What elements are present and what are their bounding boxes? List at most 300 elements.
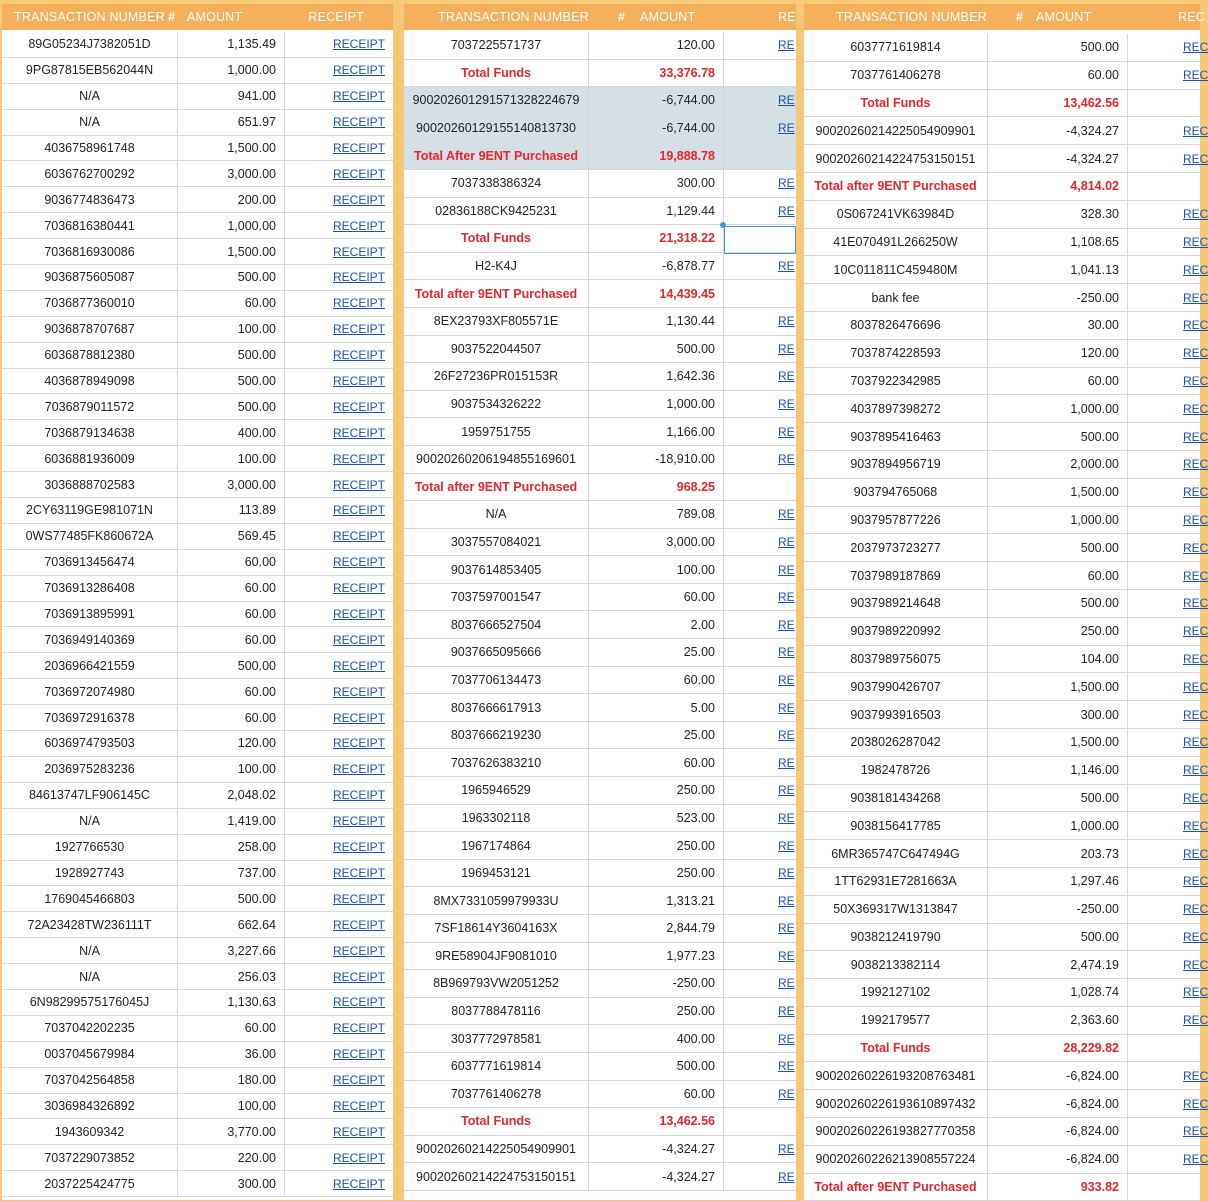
receipt-link[interactable]: RE (778, 810, 795, 825)
receipt-link[interactable]: RE (778, 866, 795, 881)
receipt-cell (285, 679, 393, 704)
receipt-link[interactable]: REC (1183, 457, 1208, 472)
receipt-link[interactable]: RE (778, 534, 795, 549)
receipt-link[interactable]: RE (778, 38, 795, 53)
header-hash: # (1016, 10, 1024, 24)
table-row (2, 757, 393, 783)
receipt-link[interactable]: REC (1183, 1096, 1208, 1111)
table-row (404, 943, 796, 971)
table-row (2, 1042, 393, 1068)
receipt-link[interactable]: RE (778, 341, 795, 356)
receipt-link[interactable]: RE (778, 645, 795, 660)
receipt-link[interactable]: REC (1183, 707, 1208, 722)
receipt-link[interactable]: RE (778, 176, 795, 191)
receipt-link[interactable]: REC (1183, 818, 1208, 833)
receipt-cell (1128, 1007, 1208, 1034)
receipt-link[interactable]: RECEIPT (333, 710, 386, 725)
receipt-link[interactable]: RE (778, 921, 795, 936)
receipt-link[interactable]: RECEIPT (333, 1176, 386, 1191)
receipt-link[interactable]: RECEIPT (333, 762, 386, 777)
receipt-link[interactable]: REC (1183, 318, 1208, 333)
receipt-cell (724, 887, 796, 914)
transaction-number-cell: 9PG87815EB562044N (2, 58, 178, 83)
receipt-cell (285, 1171, 393, 1196)
amount-cell: 1,000.00 (988, 395, 1128, 422)
receipt-cell (285, 576, 393, 601)
receipt-link[interactable]: RECEIPT (333, 348, 386, 363)
receipt-link[interactable]: RECEIPT (333, 270, 386, 285)
receipt-link[interactable]: RECEIPT (333, 995, 386, 1010)
amount-cell: 2,844.79 (589, 915, 724, 942)
receipt-cell (1128, 534, 1208, 561)
receipt-cell (724, 529, 796, 556)
receipt-link[interactable]: RE (778, 1004, 795, 1019)
receipt-link[interactable]: REC (1183, 790, 1208, 805)
receipt-link[interactable]: RECEIPT (333, 607, 386, 622)
receipt-link[interactable]: RECEIPT (333, 37, 386, 52)
receipt-link[interactable]: RECEIPT (333, 581, 386, 596)
amount-cell: 500.00 (988, 423, 1128, 450)
receipt-link[interactable]: RE (778, 452, 795, 467)
table-row (404, 694, 796, 722)
selection-handle[interactable] (720, 222, 726, 228)
amount-cell: 100.00 (178, 1094, 285, 1119)
table-row (2, 835, 393, 861)
receipt-link[interactable]: RE (778, 203, 795, 218)
transaction-number-cell: 7036879011572 (2, 394, 178, 419)
receipt-cell (1128, 117, 1208, 144)
transaction-number-cell: 7037338386324 (404, 170, 589, 197)
receipt-link[interactable]: RE (778, 700, 795, 715)
transaction-number-cell: 72A23428TW236111T (2, 912, 178, 937)
receipt-link[interactable]: RE (778, 121, 795, 136)
table-row (804, 534, 1208, 562)
amount-cell: 737.00 (178, 861, 285, 886)
transaction-number-cell: 1928927743 (2, 861, 178, 886)
receipt-link[interactable]: RECEIPT (333, 891, 386, 906)
table-row (804, 312, 1208, 340)
receipt-link[interactable]: RECEIPT (333, 425, 386, 440)
transaction-number-cell: 7037042564858 (2, 1068, 178, 1093)
table-row (804, 117, 1208, 145)
transaction-number-cell: 8MX7331059979933U (404, 887, 589, 914)
receipt-link[interactable]: REC (1183, 679, 1208, 694)
transaction-number-cell: 6037771619814 (804, 34, 988, 61)
table-row (804, 395, 1208, 423)
receipt-link[interactable]: RE (778, 1086, 795, 1101)
receipt-link[interactable]: REC (1183, 596, 1208, 611)
receipt-link[interactable]: RECEIPT (333, 969, 386, 984)
receipt-cell (285, 187, 393, 212)
receipt-cell (285, 602, 393, 627)
amount-cell: 180.00 (178, 1068, 285, 1093)
transaction-number-cell: 8EX23793XF805571E (404, 308, 589, 335)
receipt-link[interactable]: RE (778, 1059, 795, 1074)
table-row (404, 777, 796, 805)
receipt-cell (724, 308, 796, 335)
receipt-cell (1128, 90, 1200, 117)
receipt-cell (1128, 312, 1208, 339)
receipt-cell (1128, 785, 1208, 812)
transaction-number-cell: 1967174864 (404, 832, 589, 859)
receipt-link[interactable]: RE (778, 976, 795, 991)
receipt-cell (724, 611, 796, 638)
transaction-number-cell: N/A (2, 964, 178, 989)
receipt-cell (1128, 701, 1208, 728)
amount-cell: 120.00 (988, 340, 1128, 367)
receipt-link[interactable]: RE (778, 728, 795, 743)
receipt-cell (724, 1081, 796, 1108)
receipt-link[interactable]: RECEIPT (333, 296, 386, 311)
transaction-number-cell: 1769045466803 (2, 886, 178, 911)
amount-cell: 662.64 (178, 912, 285, 937)
receipt-link[interactable]: RE (778, 424, 795, 439)
table-row (2, 498, 393, 524)
amount-cell: 941.00 (178, 84, 285, 109)
table-body (804, 34, 1208, 1200)
receipt-link[interactable]: REC (1183, 568, 1208, 583)
receipt-link[interactable]: RECEIPT (333, 1021, 386, 1036)
table-row (404, 970, 796, 998)
receipt-link[interactable]: RE (778, 507, 795, 522)
receipt-link[interactable]: RECEIPT (333, 1150, 386, 1165)
receipt-cell (724, 749, 796, 776)
transaction-number-cell: 8037666219230 (404, 722, 589, 749)
transaction-number-cell: 90020260214225054909901 (404, 1136, 589, 1163)
transaction-number-cell: 3037772978581 (404, 1025, 589, 1052)
receipt-link[interactable]: RECEIPT (333, 477, 386, 492)
receipt-link[interactable]: REC (1183, 985, 1208, 1000)
header-receipt: REC (1178, 10, 1205, 24)
amount-cell: 500.00 (589, 1053, 724, 1080)
transaction-number-cell: 8037666527504 (404, 611, 589, 638)
amount-cell: 1,000.00 (178, 213, 285, 238)
amount-cell: 1,166.00 (589, 418, 724, 445)
receipt-cell (724, 253, 796, 280)
receipt-link[interactable]: RECEIPT (333, 192, 386, 207)
table-row (2, 213, 393, 239)
receipt-link[interactable]: RECEIPT (333, 555, 386, 570)
total-label: Total Funds (404, 225, 589, 252)
amount-cell: 250.00 (988, 618, 1128, 645)
amount-cell: 1,129.44 (589, 198, 724, 225)
amount-cell: 500.00 (178, 343, 285, 368)
transaction-number-cell: N/A (2, 110, 178, 135)
total-amount: 13,462.56 (988, 90, 1128, 117)
total-label: Total Funds (804, 90, 988, 117)
receipt-cell (285, 369, 393, 394)
receipt-cell (1128, 896, 1208, 923)
receipt-cell (724, 694, 796, 721)
receipt-link[interactable]: RECEIPT (333, 166, 386, 181)
transaction-number-cell: 41E070491L266250W (804, 229, 988, 256)
receipt-cell (1128, 618, 1208, 645)
transaction-number-cell: 7037761406278 (404, 1081, 589, 1108)
transaction-number-cell: 2CY63119GE981071N (2, 498, 178, 523)
transaction-number-cell: 903794765068 (804, 479, 988, 506)
receipt-cell (1128, 395, 1208, 422)
receipt-link[interactable]: RECEIPT (333, 529, 386, 544)
receipt-link[interactable]: REC (1183, 540, 1208, 555)
receipt-cell (724, 32, 796, 59)
table-row (2, 84, 393, 110)
receipt-link[interactable]: RE (778, 617, 795, 632)
receipt-link[interactable]: RECEIPT (333, 115, 386, 130)
table-row (404, 32, 796, 60)
receipt-cell (1128, 868, 1208, 895)
transaction-number-cell: 2037225424775 (2, 1171, 178, 1196)
table-header (804, 4, 1205, 30)
total-amount: 19,888.78 (589, 142, 724, 169)
total-label: Total after 9ENT Purchased (404, 280, 589, 307)
receipt-link[interactable]: REC (1183, 151, 1208, 166)
transaction-number-cell: 7SF18614Y3604163X (404, 915, 589, 942)
receipt-link[interactable]: REC (1183, 207, 1208, 222)
receipt-link[interactable]: RECEIPT (333, 865, 386, 880)
transaction-number-cell: 7036913895991 (2, 602, 178, 627)
receipt-link[interactable]: RECEIPT (333, 1047, 386, 1062)
table-row (2, 679, 393, 705)
receipt-link[interactable]: REC (1183, 846, 1208, 861)
amount-cell: 113.89 (178, 498, 285, 523)
total-row (404, 474, 796, 502)
receipt-link[interactable]: REC (1183, 651, 1208, 666)
amount-cell: 500.00 (589, 336, 724, 363)
transaction-number-cell: 2036966421559 (2, 653, 178, 678)
table-row (2, 369, 393, 395)
receipt-link[interactable]: RECEIPT (333, 658, 386, 673)
transaction-number-cell: 7037989187869 (804, 562, 988, 589)
amount-cell: 500.00 (178, 886, 285, 911)
receipt-link[interactable]: REC (1183, 429, 1208, 444)
receipt-link[interactable]: RECEIPT (333, 943, 386, 958)
total-row (404, 280, 796, 308)
receipt-link[interactable]: RECEIPT (333, 736, 386, 751)
table-row (804, 673, 1208, 701)
receipt-link[interactable]: REC (1183, 929, 1208, 944)
header-transaction-number: TRANSACTION NUMBER (836, 10, 987, 24)
receipt-link[interactable]: RE (778, 1031, 795, 1046)
receipt-link[interactable]: RE (778, 948, 795, 963)
total-amount: 33,376.78 (589, 60, 724, 87)
receipt-link[interactable]: REC (1183, 346, 1208, 361)
receipt-link[interactable]: RECEIPT (333, 322, 386, 337)
receipt-cell (285, 1016, 393, 1041)
amount-cell: 569.45 (178, 524, 285, 549)
amount-cell: 250.00 (589, 998, 724, 1025)
receipt-link[interactable]: RECEIPT (333, 451, 386, 466)
amount-cell: 500.00 (178, 265, 285, 290)
total-row (804, 1174, 1200, 1201)
receipt-link[interactable]: RE (778, 369, 795, 384)
transaction-number-cell: 90020260214224753150151 (404, 1163, 589, 1190)
receipt-cell (724, 225, 796, 252)
receipt-link[interactable]: REC (1183, 1068, 1208, 1083)
table-row (804, 840, 1208, 868)
receipt-cell (1128, 562, 1208, 589)
receipt-link[interactable]: RE (778, 93, 795, 108)
receipt-link[interactable]: REC (1183, 735, 1208, 750)
receipt-link[interactable]: REC (1183, 512, 1208, 527)
table-row (2, 317, 393, 343)
transaction-number-cell: 9037990426707 (804, 673, 988, 700)
transaction-number-cell: 9036774836473 (2, 187, 178, 212)
receipt-link[interactable]: RECEIPT (333, 141, 386, 155)
amount-cell: 5.00 (589, 694, 724, 721)
table-row (2, 705, 393, 731)
receipt-link[interactable]: RECEIPT (333, 218, 386, 233)
receipt-cell (285, 446, 393, 471)
transaction-number-cell: 7037626383210 (404, 749, 589, 776)
receipt-link[interactable]: REC (1183, 874, 1208, 889)
receipt-link[interactable]: REC (1183, 1152, 1208, 1167)
amount-cell: 25.00 (589, 639, 724, 666)
receipt-cell (285, 886, 393, 911)
receipt-link[interactable]: REC (1183, 373, 1208, 388)
receipt-link[interactable]: RE (778, 314, 795, 329)
receipt-cell (1128, 729, 1208, 756)
receipt-link[interactable]: RECEIPT (333, 917, 386, 932)
receipt-link[interactable]: REC (1183, 68, 1208, 83)
table-row (804, 646, 1208, 674)
receipt-cell (1128, 145, 1208, 172)
table-row (804, 1062, 1208, 1090)
receipt-link[interactable]: RE (778, 755, 795, 770)
table-body (404, 32, 796, 1200)
receipt-link[interactable]: REC (1183, 485, 1208, 500)
receipt-cell (285, 861, 393, 886)
amount-cell: 400.00 (589, 1025, 724, 1052)
table-row (804, 729, 1208, 757)
receipt-link[interactable]: RECEIPT (333, 1098, 386, 1113)
table-row (404, 722, 796, 750)
receipt-link[interactable]: RECEIPT (333, 684, 386, 699)
amount-cell: 1,041.13 (988, 256, 1128, 283)
receipt-link[interactable]: RECEIPT (333, 503, 386, 518)
receipt-link[interactable]: RECEIPT (333, 63, 386, 78)
table-row (804, 590, 1208, 618)
receipt-link[interactable]: RECEIPT (333, 1073, 386, 1088)
receipt-link[interactable]: RE (778, 590, 795, 605)
table-row (804, 256, 1208, 284)
receipt-link[interactable]: REC (1183, 262, 1208, 277)
amount-cell: 1,000.00 (178, 58, 285, 83)
amount-cell: -4,324.27 (589, 1163, 724, 1190)
receipt-link[interactable]: RECEIPT (333, 788, 386, 803)
amount-cell: 1,000.00 (988, 812, 1128, 839)
table-row (2, 394, 393, 420)
receipt-cell (285, 627, 393, 652)
transaction-number-cell: 9RE58904JF9081010 (404, 943, 589, 970)
amount-cell: 300.00 (988, 701, 1128, 728)
receipt-link[interactable]: RECEIPT (333, 632, 386, 647)
receipt-cell (285, 472, 393, 497)
receipt-link[interactable]: REC (1183, 234, 1208, 249)
amount-cell: 60.00 (178, 602, 285, 627)
receipt-link[interactable]: REC (1183, 290, 1208, 305)
receipt-link[interactable]: RE (778, 838, 795, 853)
table-row (404, 170, 796, 198)
receipt-link[interactable]: RECEIPT (333, 399, 386, 414)
amount-cell: 60.00 (988, 368, 1128, 395)
transaction-number-cell: 10C011811C459480M (804, 256, 988, 283)
amount-cell: 60.00 (178, 679, 285, 704)
receipt-cell (1128, 812, 1208, 839)
table-row (404, 87, 796, 115)
receipt-link[interactable]: RECEIPT (333, 244, 386, 259)
receipt-link[interactable]: RECEIPT (333, 1124, 386, 1139)
total-label: Total after 9ENT Purchased (404, 474, 589, 501)
receipt-link[interactable]: REC (1183, 957, 1208, 972)
receipt-link[interactable]: REC (1183, 40, 1208, 55)
table-row (2, 58, 393, 84)
transaction-number-cell: 9036875605087 (2, 265, 178, 290)
receipt-link[interactable]: RE (778, 1169, 795, 1184)
receipt-cell (285, 783, 393, 808)
receipt-link[interactable]: RECEIPT (333, 814, 386, 829)
table-row (804, 868, 1208, 896)
transaction-number-cell: 90020260129155140813730 (404, 115, 589, 142)
receipt-link[interactable]: REC (1183, 1013, 1208, 1028)
receipt-cell (285, 809, 393, 834)
receipt-link[interactable]: REC (1183, 123, 1208, 138)
receipt-link[interactable]: REC (1183, 401, 1208, 416)
receipt-cell (1128, 590, 1208, 617)
table-row (2, 1016, 393, 1042)
amount-cell: 1,500.00 (988, 673, 1128, 700)
header-amount: AMOUNT (186, 10, 243, 24)
receipt-cell (285, 291, 393, 316)
receipt-link[interactable]: RE (778, 397, 795, 412)
receipt-cell (285, 161, 393, 186)
total-row (404, 142, 796, 170)
transaction-number-cell: 6036974793503 (2, 731, 178, 756)
receipt-link[interactable]: RECEIPT (333, 840, 386, 855)
table-row (2, 110, 393, 136)
header-amount: AMOUNT (640, 10, 696, 24)
table-row (2, 809, 393, 835)
transaction-number-cell: 7037706134473 (404, 667, 589, 694)
receipt-link[interactable]: REC (1183, 624, 1208, 639)
table-row (2, 187, 393, 213)
amount-cell: -6,744.00 (589, 87, 724, 114)
transaction-number-cell: 1992179577 (804, 1007, 988, 1034)
transaction-number-cell: 1965946529 (404, 777, 589, 804)
receipt-link[interactable]: RE (778, 783, 795, 798)
receipt-link[interactable]: REC (1183, 1124, 1208, 1139)
receipt-link[interactable]: REC (1183, 763, 1208, 778)
receipt-cell (1128, 368, 1208, 395)
receipt-link[interactable]: RE (778, 672, 795, 687)
receipt-link[interactable]: RE (778, 259, 795, 274)
receipt-link[interactable]: RECEIPT (333, 374, 386, 389)
amount-cell: 1,130.63 (178, 990, 285, 1015)
amount-cell: 1,108.65 (988, 229, 1128, 256)
transaction-number-cell: 7036913286408 (2, 576, 178, 601)
receipt-link[interactable]: RE (778, 1142, 795, 1157)
receipt-cell (1128, 646, 1208, 673)
receipt-link[interactable]: RE (778, 562, 795, 577)
receipt-link[interactable]: RECEIPT (333, 89, 386, 104)
table-row (404, 860, 796, 888)
receipt-cell (724, 722, 796, 749)
receipt-link[interactable]: RE (778, 893, 795, 908)
transaction-number-cell: 1992127102 (804, 979, 988, 1006)
amount-cell: 300.00 (178, 1171, 285, 1196)
transaction-number-cell: 9038212419790 (804, 924, 988, 951)
receipt-cell (724, 1108, 796, 1135)
receipt-link[interactable]: REC (1183, 902, 1208, 917)
